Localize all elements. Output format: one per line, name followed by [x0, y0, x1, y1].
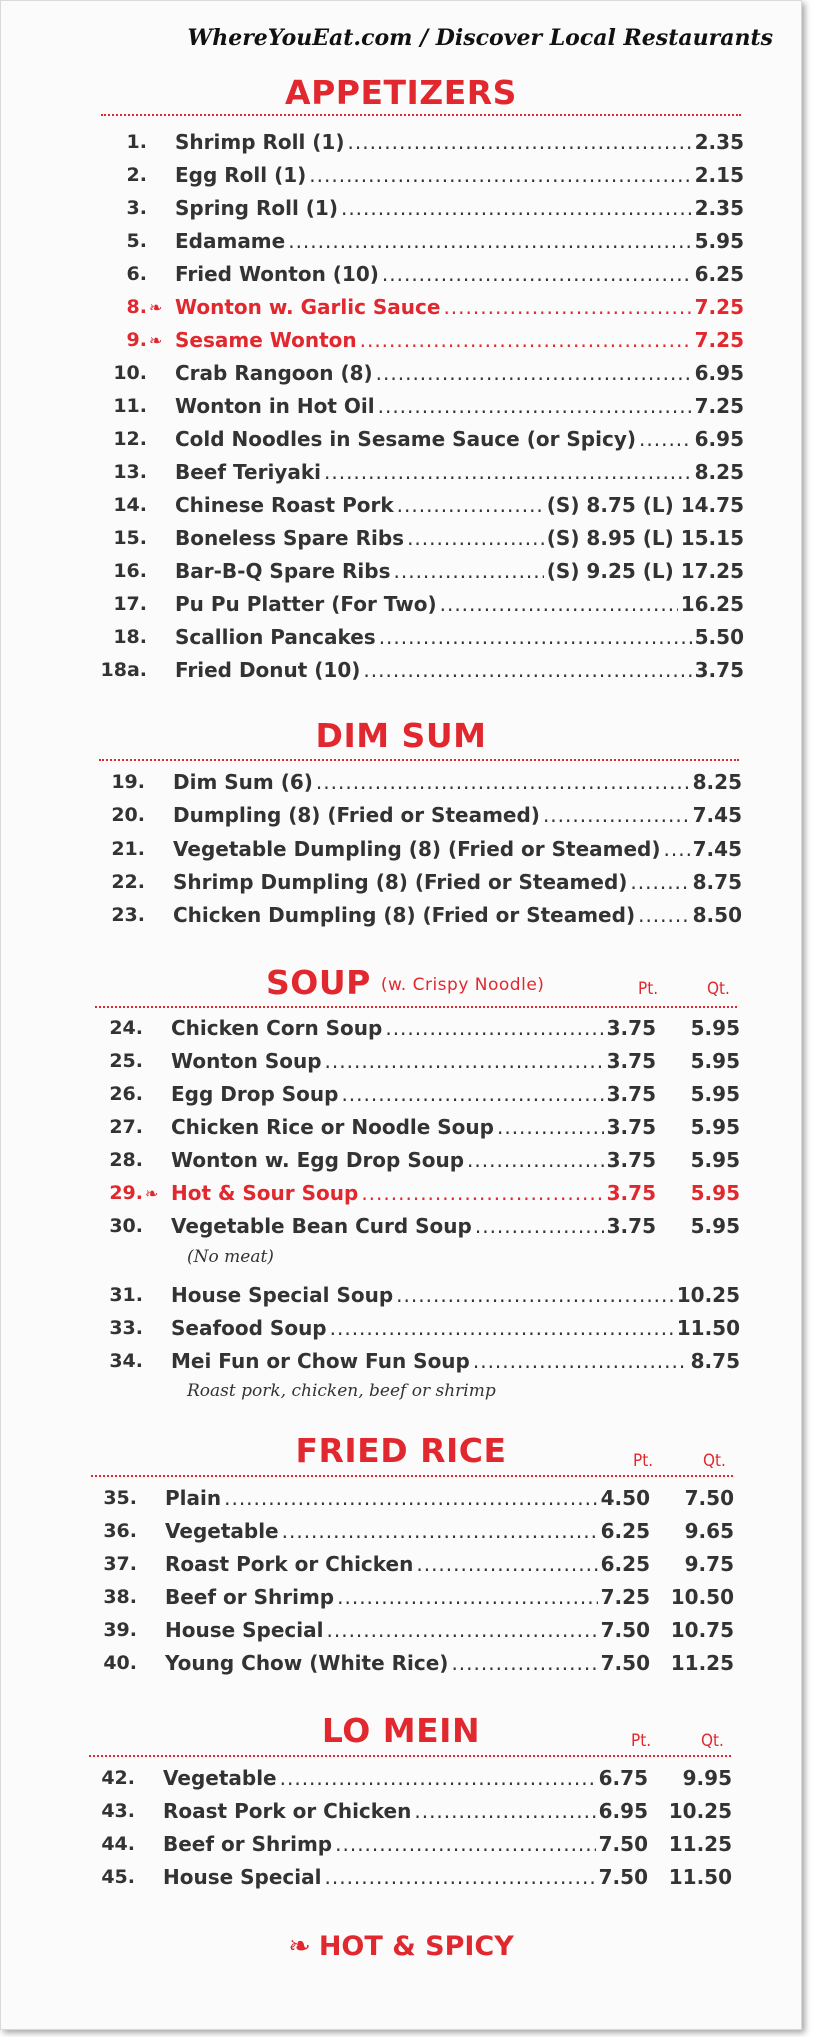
section-title-appetizers: APPETIZERS [285, 73, 517, 112]
chili-pepper-icon: ❧ [288, 1931, 311, 1962]
item-name: Fried Wonton (10) [175, 262, 379, 286]
item-name: House Special [165, 1618, 324, 1642]
dot-leader [467, 1148, 604, 1172]
menu-item-row [99, 622, 744, 652]
section-title-dim-sum: DIM SUM [315, 716, 487, 755]
menu-item-row [95, 1046, 740, 1076]
divider [91, 1475, 733, 1477]
item-price: 2.35 [694, 196, 744, 220]
item-name: House Special [163, 1865, 322, 1889]
dot-leader [416, 1552, 597, 1576]
item-number: 44. [101, 1833, 135, 1855]
item-price: 6.95 [694, 361, 744, 385]
item-number: 8. [126, 296, 147, 318]
menu-item-row [95, 1211, 740, 1241]
item-number: 22. [111, 870, 145, 893]
item-number: 21. [111, 837, 145, 860]
item-number: 38. [103, 1586, 137, 1608]
menu-item-row [87, 1829, 732, 1859]
item-number: 14. [113, 494, 147, 516]
item-number: 9. [126, 329, 147, 351]
item-number: 15. [113, 527, 147, 549]
item-number: 18. [113, 626, 147, 648]
item-name: House Special Soup [171, 1283, 394, 1307]
item-name: Beef or Shrimp [165, 1585, 335, 1609]
item-price: 7.25 [694, 394, 744, 418]
item-price-quart: 5.95 [690, 1181, 740, 1205]
item-number: 43. [101, 1800, 135, 1822]
dot-leader [330, 1316, 674, 1340]
menu-item-row [87, 1796, 732, 1826]
dot-leader [378, 394, 692, 418]
item-price-pint: 7.50 [598, 1832, 648, 1856]
item-price-pint: 3.75 [606, 1049, 656, 1073]
item-name: Scallion Pancakes [175, 625, 376, 649]
item-price: (S) 8.95 (L) 15.15 [546, 526, 744, 550]
item-number: 27. [109, 1116, 143, 1138]
item-price: 16.25 [680, 592, 744, 616]
item-price-quart: 5.95 [690, 1082, 740, 1106]
item-number: 36. [103, 1520, 137, 1542]
dot-leader [397, 493, 544, 517]
dot-leader [475, 1214, 604, 1238]
dot-leader [341, 196, 692, 220]
menu-item-row [95, 1145, 740, 1175]
item-price-quart: 5.95 [690, 1115, 740, 1139]
item-price: 5.95 [694, 229, 744, 253]
item-price-quart: 11.25 [668, 1832, 732, 1856]
menu-item-row [95, 1346, 740, 1376]
item-price-quart: 11.50 [668, 1865, 732, 1889]
menu-item-row [95, 1178, 740, 1208]
item-price: 2.35 [694, 130, 744, 154]
dot-leader [348, 130, 692, 154]
dot-leader [325, 1865, 596, 1889]
chili-pepper-icon: ❧ [149, 297, 163, 317]
item-name: Wonton w. Egg Drop Soup [171, 1148, 465, 1172]
menu-item-row [97, 900, 742, 930]
menu-item-row [89, 1615, 734, 1645]
menu-item-row [97, 834, 742, 864]
item-name: Wonton Soup [171, 1049, 322, 1073]
item-name: Seafood Soup [171, 1316, 327, 1340]
dot-leader [360, 328, 692, 352]
item-number: 26. [109, 1083, 143, 1105]
dot-leader [414, 1799, 595, 1823]
item-name: Fried Donut (10) [175, 658, 361, 682]
dot-leader [394, 559, 544, 583]
menu-item-row [99, 325, 744, 355]
item-price-quart: 5.95 [690, 1016, 740, 1040]
dot-leader [376, 361, 692, 385]
section-title-soup [266, 963, 544, 1002]
item-name: Chinese Roast Pork [175, 493, 394, 517]
divider [99, 759, 739, 761]
item-price: 6.25 [694, 262, 744, 286]
menu-item-row [99, 523, 744, 553]
item-price-pint: 7.25 [600, 1585, 650, 1609]
soup-meats-note: Roast pork, chicken, beef or shrimp [187, 1381, 496, 1401]
menu-item-row [99, 424, 744, 454]
item-price: 7.25 [694, 295, 744, 319]
item-number: 25. [109, 1050, 143, 1072]
divider [101, 114, 741, 116]
item-price-pint: 3.75 [606, 1214, 656, 1238]
item-price-pint: 3.75 [606, 1148, 656, 1172]
item-price: 7.45 [692, 803, 742, 828]
dot-leader [382, 262, 692, 286]
item-name: Wonton in Hot Oil [175, 394, 375, 418]
dot-leader [407, 526, 544, 550]
dot-leader [341, 1082, 603, 1106]
dot-leader [443, 295, 691, 319]
item-price-pint: 6.95 [598, 1799, 648, 1823]
menu-item-row [95, 1079, 740, 1109]
item-price: 5.50 [694, 625, 744, 649]
menu-item-row [95, 1013, 740, 1043]
fried-rice-pt-header: Pt. [633, 1451, 654, 1471]
section-title-fried-rice: FRIED RICE [295, 1431, 507, 1470]
item-price: 11.50 [676, 1316, 740, 1340]
item-number: 1. [126, 131, 147, 153]
item-price: 8.25 [692, 770, 742, 794]
item-price-pint: 6.75 [598, 1766, 648, 1790]
menu-item-row [95, 1313, 740, 1343]
dot-leader [363, 658, 691, 682]
site-header: WhereYouEat.com / Discover Local Restaurants [187, 25, 773, 51]
item-price: 10.25 [676, 1283, 740, 1307]
dot-leader [309, 163, 691, 187]
legend-label: HOT & SPICY [318, 1931, 514, 1962]
item-price-pint: 7.50 [600, 1651, 650, 1675]
item-number: 5. [126, 230, 147, 252]
fried-rice-qt-header: Qt. [703, 1451, 726, 1471]
section-title-lo-mein: LO MEIN [321, 1711, 481, 1750]
item-name: Young Chow (White Rice) [165, 1651, 449, 1675]
dot-leader [440, 592, 678, 616]
menu-item-row [97, 800, 742, 830]
menu-item-row [89, 1483, 734, 1513]
menu-item-row [99, 160, 744, 190]
dot-leader [224, 1486, 598, 1510]
menu-item-row [89, 1516, 734, 1546]
item-name: Mei Fun or Chow Fun Soup [171, 1349, 470, 1373]
item-price: 8.50 [692, 903, 742, 928]
item-price-quart: 11.25 [670, 1651, 734, 1675]
no-meat-note: (No meat) [187, 1247, 274, 1267]
item-number: 18a. [100, 659, 147, 681]
item-price: 7.45 [692, 836, 742, 861]
item-name: Shrimp Dumpling (8) (Fried or Steamed) [173, 869, 628, 894]
menu-item-row [89, 1648, 734, 1678]
menu-item-row [99, 358, 744, 388]
chili-pepper-icon: ❧ [145, 1183, 159, 1203]
menu-item-row [89, 1582, 734, 1612]
dot-leader [630, 870, 689, 894]
item-price: 7.25 [694, 328, 744, 352]
item-name: Beef or Shrimp [163, 1832, 333, 1856]
menu-item-row [99, 589, 744, 619]
menu-item-row [99, 193, 744, 223]
item-number: 35. [103, 1487, 137, 1509]
item-number: 19. [111, 771, 145, 793]
divider [95, 1006, 737, 1008]
menu-item-row [95, 1112, 740, 1142]
dot-leader [316, 770, 690, 794]
item-number: 31. [109, 1284, 143, 1306]
menu-item-row [99, 127, 744, 157]
item-name: Dumpling (8) (Fried or Steamed) [173, 803, 540, 828]
item-number: 40. [103, 1652, 137, 1674]
item-price-quart: 10.50 [670, 1585, 734, 1609]
item-number: 45. [101, 1866, 135, 1888]
item-number: 34. [109, 1350, 143, 1372]
lo-mein-pt-header: Pt. [631, 1731, 652, 1751]
dot-leader [324, 460, 692, 484]
dot-leader [638, 903, 690, 927]
item-price: 8.25 [694, 460, 744, 484]
soup-title: SOUP [266, 963, 371, 1002]
item-name: Shrimp Roll (1) [175, 130, 345, 154]
lo-mein-qt-header: Qt. [701, 1731, 724, 1751]
menu-item-row [99, 556, 744, 586]
item-name: Chicken Dumpling (8) (Fried or Steamed) [173, 903, 636, 928]
item-name: Crab Rangoon (8) [175, 361, 373, 385]
menu-item-row [99, 259, 744, 289]
item-price-quart: 7.50 [684, 1486, 734, 1510]
menu-item-row [87, 1763, 732, 1793]
item-price-pint: 6.25 [600, 1519, 650, 1543]
menu-item-row [99, 292, 744, 322]
item-price-quart: 9.65 [684, 1519, 734, 1543]
item-price-quart: 5.95 [690, 1148, 740, 1172]
item-price: (S) 8.75 (L) 14.75 [546, 493, 744, 517]
hot-spicy-legend [1, 1931, 801, 1962]
item-number: 11. [113, 395, 147, 417]
item-name: Beef Teriyaki [175, 460, 321, 484]
item-price-quart: 10.75 [670, 1618, 734, 1642]
item-name: Bar-B-Q Spare Ribs [175, 559, 391, 583]
dot-leader [473, 1349, 688, 1373]
item-name: Dim Sum (6) [173, 770, 313, 794]
dot-leader [327, 1618, 598, 1642]
dot-leader [379, 625, 692, 649]
dot-leader [361, 1181, 603, 1205]
item-name: Egg Roll (1) [175, 163, 307, 187]
dot-leader [335, 1832, 596, 1856]
item-price-pint: 3.75 [606, 1181, 656, 1205]
item-name: Chicken Corn Soup [171, 1016, 383, 1040]
item-price: (S) 9.25 (L) 17.25 [546, 559, 744, 583]
soup-subtitle: (w. Crispy Noodle) [380, 974, 545, 995]
dot-leader [282, 1519, 598, 1543]
item-number: 10. [113, 362, 147, 384]
dot-leader [288, 229, 691, 253]
item-price: 8.75 [692, 869, 742, 894]
item-number: 2. [126, 164, 147, 186]
menu-item-row [97, 867, 742, 897]
item-price-pint: 3.75 [606, 1082, 656, 1106]
item-number: 42. [101, 1767, 135, 1789]
item-price-pint: 6.25 [600, 1552, 650, 1576]
item-name: Hot & Sour Soup [171, 1181, 359, 1205]
item-name: Roast Pork or Chicken [165, 1552, 414, 1576]
item-number: 33. [109, 1317, 143, 1339]
menu-item-row [89, 1549, 734, 1579]
item-number: 30. [109, 1215, 143, 1237]
item-name: Vegetable Dumpling (8) (Fried or Steamed) [173, 836, 661, 861]
item-price-quart: 9.75 [684, 1552, 734, 1576]
dot-leader [396, 1283, 674, 1307]
item-price: 2.15 [694, 163, 744, 187]
item-number: 16. [113, 560, 147, 582]
item-number: 12. [113, 428, 147, 450]
divider [89, 1755, 731, 1757]
item-number: 20. [111, 804, 145, 827]
item-price-quart: 10.25 [668, 1799, 732, 1823]
item-name: Vegetable Bean Curd Soup [171, 1214, 472, 1238]
item-price: 8.75 [690, 1349, 740, 1373]
item-number: 28. [109, 1149, 143, 1171]
menu-item-row [97, 767, 742, 797]
item-name: Vegetable [163, 1766, 277, 1790]
menu-item-row [99, 226, 744, 256]
item-price-quart: 9.95 [682, 1766, 732, 1790]
item-price-quart: 5.95 [690, 1049, 740, 1073]
item-name: Egg Drop Soup [171, 1082, 339, 1106]
item-price-quart: 5.95 [690, 1214, 740, 1238]
dot-leader [337, 1585, 598, 1609]
dot-leader [280, 1766, 596, 1790]
item-price-pint: 7.50 [598, 1865, 648, 1889]
item-price: 6.95 [694, 427, 744, 451]
item-name: Boneless Spare Ribs [175, 526, 405, 550]
menu-item-row [87, 1862, 732, 1892]
soup-qt-header: Qt. [707, 979, 730, 999]
item-price-pint: 3.75 [606, 1115, 656, 1139]
item-number: 17. [113, 593, 147, 615]
item-price: 3.75 [694, 658, 744, 682]
item-name: Sesame Wonton [175, 328, 357, 352]
item-number: 23. [111, 904, 145, 927]
menu-item-row [99, 490, 744, 520]
dot-leader [497, 1115, 604, 1139]
item-name: Chicken Rice or Noodle Soup [171, 1115, 494, 1139]
menu-item-row [99, 655, 744, 685]
item-price-pint: 4.50 [600, 1486, 650, 1510]
menu-item-row [95, 1280, 740, 1310]
item-price-pint: 7.50 [600, 1618, 650, 1642]
item-number: 29. [109, 1182, 143, 1204]
item-name: Edamame [175, 229, 286, 253]
item-name: Vegetable [165, 1519, 279, 1543]
dot-leader [639, 427, 692, 451]
chili-pepper-icon: ❧ [149, 330, 163, 350]
item-price-pint: 3.75 [606, 1016, 656, 1040]
item-number: 13. [113, 461, 147, 483]
item-name: Pu Pu Platter (For Two) [175, 592, 437, 616]
item-number: 39. [103, 1619, 137, 1641]
item-number: 24. [109, 1017, 143, 1039]
dot-leader [385, 1016, 603, 1040]
item-number: 6. [126, 263, 147, 285]
item-number: 3. [126, 197, 147, 219]
dot-leader [451, 1651, 597, 1675]
item-number: 37. [103, 1553, 137, 1575]
item-name: Wonton w. Garlic Sauce [175, 295, 441, 319]
item-name: Cold Noodles in Sesame Sauce (or Spicy) [175, 427, 637, 451]
item-name: Spring Roll (1) [175, 196, 338, 220]
dot-leader [664, 837, 690, 861]
dot-leader [543, 803, 690, 827]
item-name: Plain [165, 1486, 222, 1510]
menu-item-row [99, 457, 744, 487]
menu-item-row [99, 391, 744, 421]
item-name: Roast Pork or Chicken [163, 1799, 412, 1823]
soup-pt-header: Pt. [638, 979, 659, 999]
dot-leader [325, 1049, 604, 1073]
